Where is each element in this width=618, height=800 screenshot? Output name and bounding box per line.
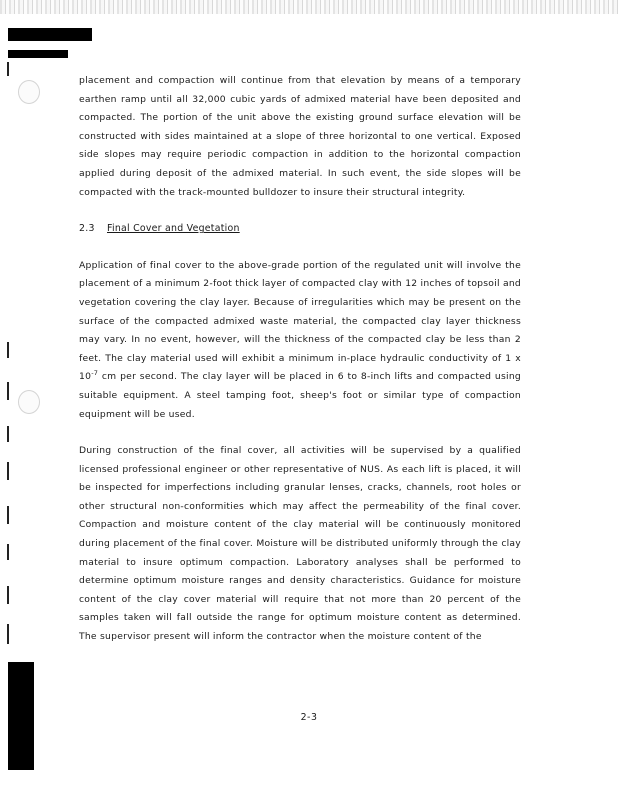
punch-hole <box>18 80 40 104</box>
scan-margin-mark <box>7 544 9 560</box>
scan-margin-mark <box>7 342 9 358</box>
section-title: Final Cover and Vegetation <box>107 223 240 235</box>
page-number: 2-3 <box>300 712 318 723</box>
document-body <box>79 72 521 647</box>
scan-margin-mark <box>7 624 9 644</box>
paragraph-ramp-compaction: placement and compaction will continue from that elevation by means of a temporary earthen ramp until all 32,000 cubic yards of admixed material have been deposited and compacted. The portion of the unit above the existing ground surface elevation will be constructed with sides maintained at a slope of three horizontal to one vertical. Exposed side slopes may require periodic compaction in addition to the horizontal compaction applied during deposit of the admixed material. In such event, the side slopes will be compacted with the track-mounted bulldozer to insure their structural integrity. <box>79 75 521 198</box>
scan-artifact-top <box>0 0 618 14</box>
scan-margin-mark <box>7 586 9 604</box>
paragraph-final-cover-text-2: cm per second. The clay layer will be placed in 6 to 8-inch lifts and compacted using suitable equipment. A steel tamping foot, sheep's foot or similar type of compaction equipment will be used. <box>79 371 521 420</box>
redaction-bar-small <box>8 50 68 58</box>
paragraph-final-cover-text-1: Application of final cover to the above-grade portion of the regulated unit will involve the placement of a minimum 2-foot thick layer of compacted clay with 12 inches of topsoil and vegetation covering the clay layer. Because of irregularities which may be present on the surface of the compacted admixed waste material, the compacted clay layer thickness may vary. In no event, however, will the thickness of the compacted clay be less than 2 feet. The clay material used will exhibit a minimum in-place hydraulic conductivity of 1 x 10 <box>79 259 521 383</box>
scan-margin-mark <box>7 426 9 442</box>
redaction-bar <box>8 28 92 41</box>
exponent: -7 <box>91 369 99 378</box>
section-number: 2.3 <box>79 223 95 235</box>
punch-hole <box>18 390 40 414</box>
scan-margin-mark <box>7 382 9 400</box>
scan-margin-mark <box>7 62 9 76</box>
scan-margin-mark <box>7 506 9 524</box>
paragraph-construction-supervision: During construction of the final cover, all activities will be supervised by a qualified licensed professional engineer or other representative of NUS. As each lift is placed, it will be inspected for imperfections including granular lenses, cracks, channels, root holes or other structural non-conformities which may affect the permeability of the final cover. Compaction and moisture content of the clay material will be continuously monitored during placement of the final cover. Moisture will be distributed uniformly through the clay material to insure optimum compaction. Laboratory analyses shall be performed to determine optimum moisture ranges and density characteristics. Guidance for moisture content of the clay cover material will require that not more than 20 percent of the samples taken will fall outside the range for optimum moisture content as determined. The supervisor present will inform the contractor when the moisture content of the <box>79 445 521 643</box>
scan-margin-mark <box>7 462 9 480</box>
paragraph-final-cover <box>79 257 521 424</box>
section-heading <box>79 220 521 239</box>
